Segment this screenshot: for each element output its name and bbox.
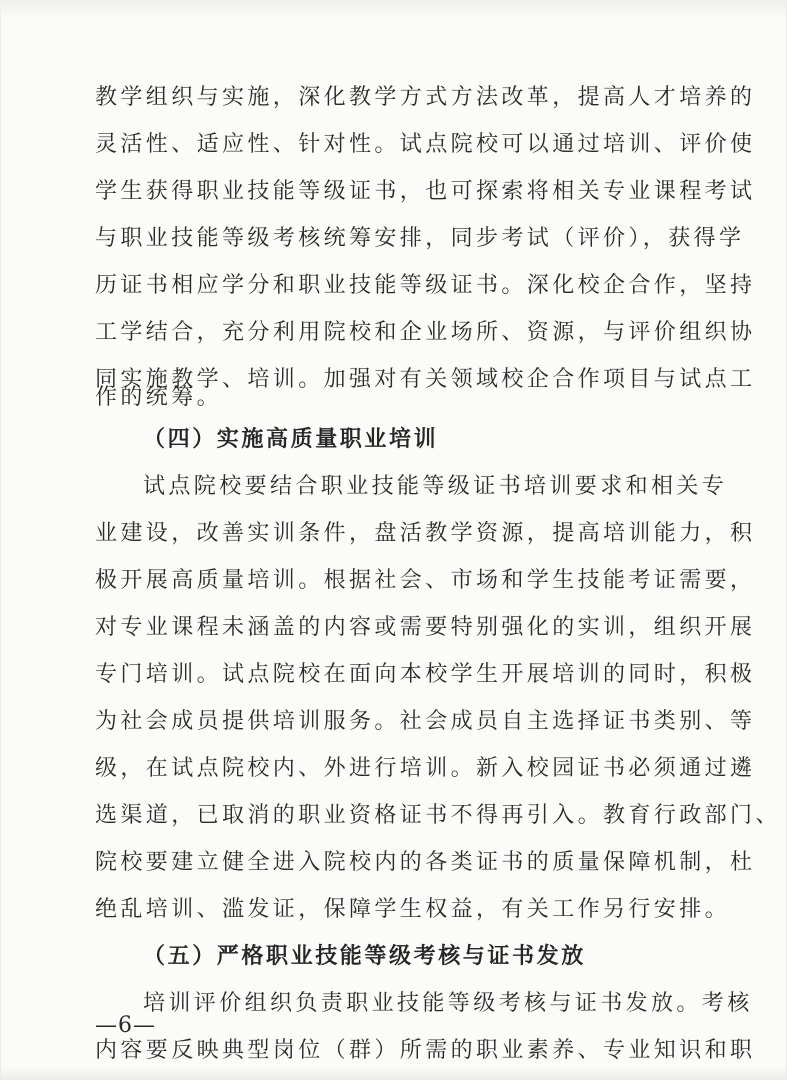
- page-number: —6—: [95, 1013, 156, 1038]
- section-heading-five: （五）严格职业技能等级考核与证书发放: [143, 944, 586, 969]
- paragraph-line: 绝乱培训、滥发证，保障学生权益，有关工作另行安排。: [95, 897, 731, 922]
- paragraph-line: 选渠道，已取消的职业资格证书不得再引入。教育行政部门、: [95, 803, 781, 828]
- paragraph-line: 业建设，改善实训条件，盘活教学资源，提高培训能力，积: [95, 521, 756, 546]
- paragraph-line: 学生获得职业技能等级证书，也可探索将相关专业课程考试: [95, 179, 756, 204]
- paragraph-line: 教学组织与实施，深化教学方式方法改革，提高人才培养的: [95, 85, 756, 110]
- paragraph-line: 极开展高质量培训。根据社会、市场和学生技能考证需要，: [95, 568, 756, 593]
- paragraph-line: 培训评价组织负责职业技能等级考核与证书发放。考核: [143, 991, 753, 1016]
- paragraph-line: 与职业技能等级考核统筹安排，同步考试（评价），获得学: [95, 226, 745, 251]
- paragraph-line: 工学结合，充分利用院校和企业场所、资源，与评价组织协: [95, 320, 756, 345]
- paragraph-line: 级，在试点院校内、外进行培训。新入校园证书必须通过遴: [95, 756, 756, 781]
- section-heading-four: （四）实施高质量职业培训: [143, 427, 439, 452]
- paragraph-line: 院校要建立健全进入院校内的各类证书的质量保障机制，杜: [95, 850, 756, 875]
- scan-edge-bottom: [0, 1066, 787, 1080]
- paragraph-line: 作的统筹。: [95, 385, 223, 410]
- paragraph-line: 灵活性、适应性、针对性。试点院校可以通过培训、评价使: [95, 132, 756, 157]
- paragraph-line: 为社会成员提供培训服务。社会成员自主选择证书类别、等: [95, 709, 756, 734]
- paragraph-line: 专门培训。试点院校在面向本校学生开展培训的同时，积极: [95, 662, 756, 687]
- paragraph-line: 历证书相应学分和职业技能等级证书。深化校企合作，坚持: [95, 273, 756, 298]
- scan-edge-top: [0, 0, 787, 20]
- paragraph-line: 内容要反映典型岗位（群）所需的职业素养、专业知识和职: [95, 1038, 756, 1063]
- paragraph-line: 同实施教学、培训。加强对有关领域校企合作项目与试点工: [95, 367, 756, 392]
- paragraph-line: 对专业课程未涵盖的内容或需要特别强化的实训，组织开展: [95, 615, 756, 640]
- paragraph-line: 试点院校要结合职业技能等级证书培训要求和相关专: [143, 474, 728, 499]
